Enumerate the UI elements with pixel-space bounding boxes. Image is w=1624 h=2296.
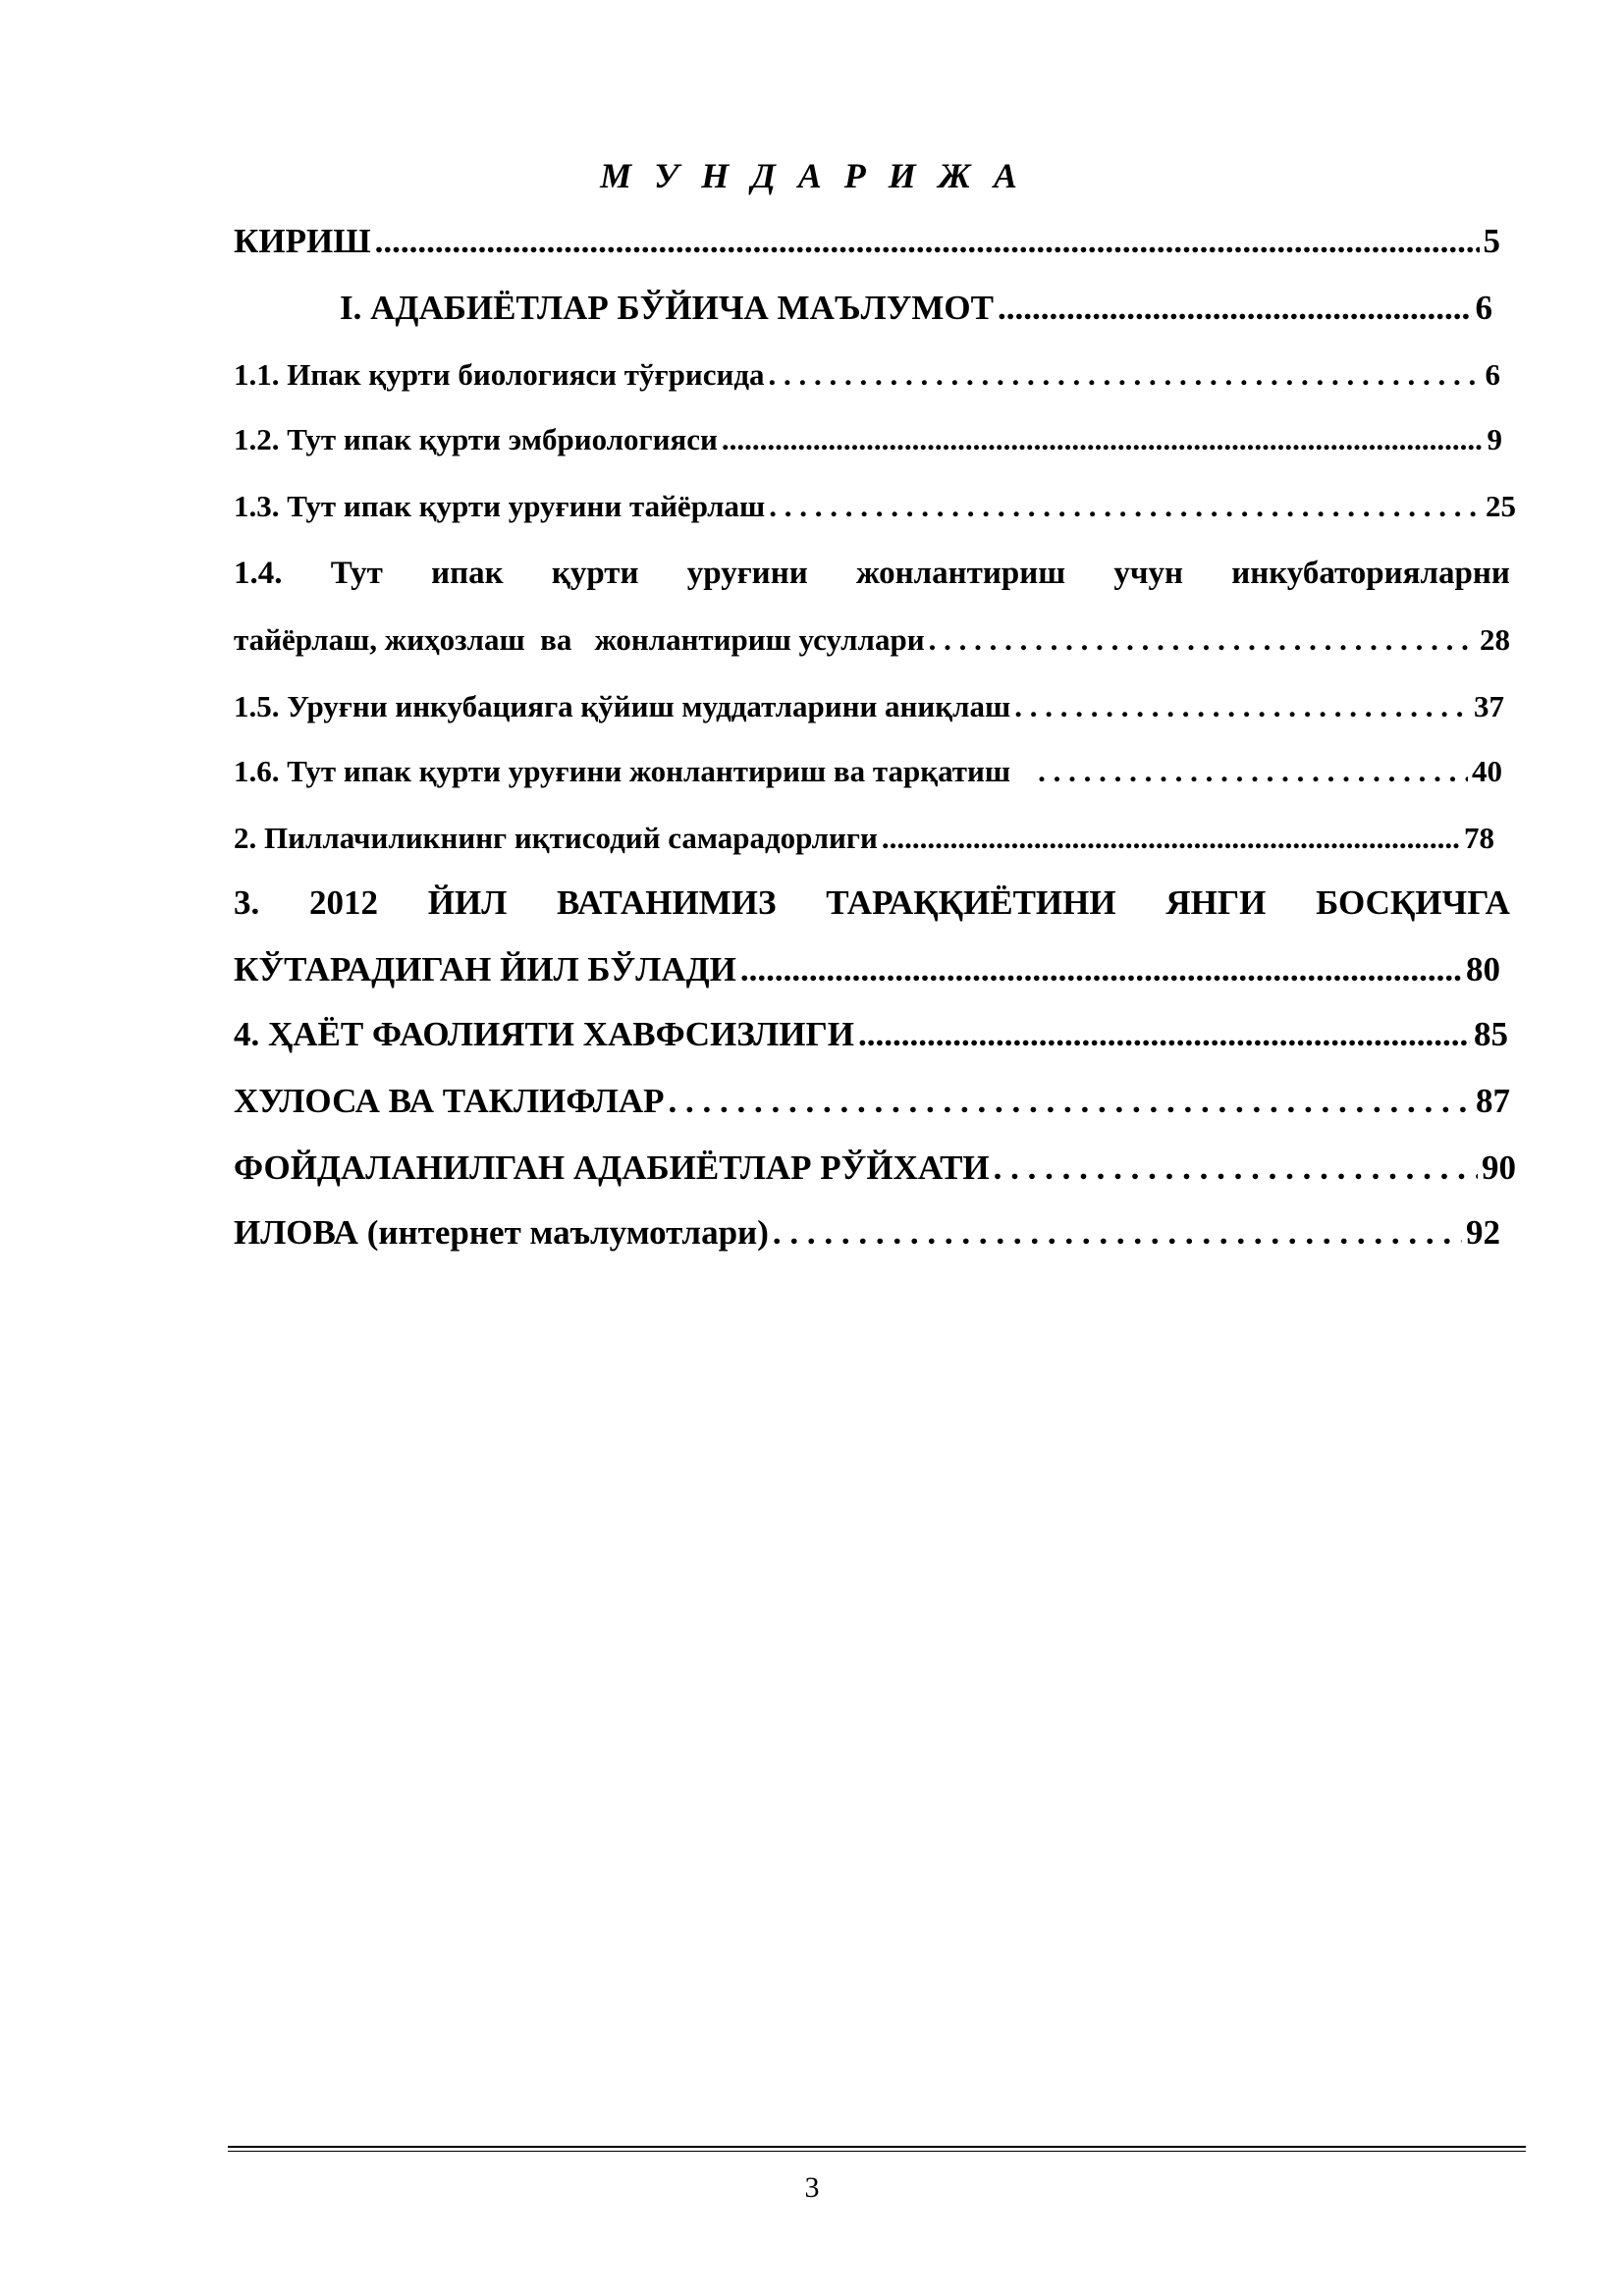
- toc-entry-text: 1.5. Уруғни инкубацияга қўйиш муддатларини аниқлаш: [234, 689, 1011, 723]
- toc-entry-text: I. АДАБИЁТЛАР БЎЙИЧА МАЪЛУМОТ: [340, 289, 994, 327]
- toc-entry-text: 1.1. Ипак қурти биологияси тўғрисида: [234, 357, 765, 392]
- dot-leader: [722, 422, 1484, 457]
- toc-entry-chapter-4: [234, 1015, 1508, 1054]
- toc-entry-1-3: [234, 489, 1516, 524]
- toc-entry-page: 78: [1464, 821, 1494, 855]
- toc-entry-page: 28: [1480, 622, 1510, 657]
- toc-entry-text: КИРИШ: [234, 222, 371, 260]
- toc-entry-appendix: [234, 1213, 1500, 1253]
- dot-leader: [929, 622, 1476, 658]
- toc-entry-page: 6: [1485, 357, 1500, 392]
- toc-entry-chapter-1: [340, 289, 1492, 328]
- toc-word: БОСҚИЧГА: [1316, 883, 1510, 922]
- toc-entry-text: 4. ҲАЁТ ФАОЛИЯТИ ХАВФСИЗЛИГИ: [234, 1015, 854, 1053]
- dot-leader: [740, 950, 1462, 989]
- toc-entry-text: 1.6. Тут ипак қурти уруғини жонлантириш ва тарқатиш: [234, 754, 1011, 788]
- dot-leader: [1014, 689, 1470, 724]
- toc-entry-1-2: [234, 422, 1502, 457]
- toc-word: 3.: [234, 883, 260, 922]
- toc-entry-page: 25: [1486, 489, 1516, 523]
- toc-word: инкубаторияларни: [1231, 556, 1510, 591]
- toc-entry-page: 92: [1466, 1213, 1500, 1252]
- dot-leader: [375, 222, 1480, 261]
- toc-entry-page: 80: [1466, 950, 1500, 988]
- toc-entry-page: 40: [1472, 754, 1502, 788]
- dot-leader: [1038, 754, 1468, 789]
- toc-entry-text: тайёрлаш, жиҳозлаш ва жонлантириш усуллари: [234, 622, 925, 657]
- toc-entry-1-6: [234, 754, 1502, 789]
- toc-entry-introduction: [234, 222, 1500, 261]
- page-number: 3: [804, 2171, 820, 2204]
- toc-entry-page: 6: [1475, 289, 1492, 327]
- toc-entry-1-5: [234, 689, 1504, 724]
- toc-entry-page: 37: [1474, 689, 1504, 723]
- toc-word: ТАРАҚҚИЁТИНИ: [826, 883, 1116, 922]
- toc-entry-page: 9: [1487, 422, 1502, 456]
- toc-entry-page: 90: [1482, 1148, 1516, 1187]
- toc-entry-text: 2. Пиллачиликнинг иқтисодий самарадорлиги: [234, 821, 878, 855]
- toc-word: 2012: [309, 883, 378, 922]
- dot-leader: [769, 357, 1482, 393]
- toc-entry-chapter-3-line-1: [234, 883, 1510, 923]
- toc-word: қурти: [551, 556, 639, 591]
- toc-entry-text: КЎТАРАДИГАН ЙИЛ БЎЛАДИ: [234, 950, 736, 988]
- toc-word: ЯНГИ: [1165, 883, 1267, 922]
- dot-leader: [669, 1082, 1472, 1121]
- toc-entry-text: 1.3. Тут ипак қурти уруғини тайёрлаш: [234, 489, 766, 523]
- toc-entry-conclusions: [234, 1082, 1510, 1121]
- toc-entry-chapter-3-line-2: [234, 950, 1500, 989]
- toc-entry-1-4-line-2: [234, 622, 1510, 658]
- toc-entry-page: 85: [1474, 1015, 1508, 1053]
- footer-divider: [228, 2146, 1526, 2148]
- toc-entry-page: 87: [1476, 1082, 1510, 1120]
- toc-word: ЙИЛ: [427, 883, 508, 922]
- toc-word: ипак: [431, 556, 504, 591]
- toc-title: М У Н Д А Р И Ж А: [600, 156, 1024, 195]
- toc-entry-chapter-2: [234, 821, 1494, 856]
- dot-leader: [773, 1213, 1462, 1253]
- footer-divider-secondary: [228, 2151, 1526, 2152]
- toc-word: уруғини: [686, 556, 808, 591]
- toc-word: жонлантириш: [855, 556, 1066, 591]
- toc-entry-text: ФОЙДАЛАНИЛГАН АДАБИЁТЛАР РЎЙХАТИ: [234, 1148, 990, 1187]
- dot-leader: [882, 821, 1460, 856]
- toc-entry-1-1: [234, 357, 1500, 393]
- dot-leader: [769, 489, 1482, 524]
- toc-entry-page: 5: [1483, 222, 1500, 260]
- dot-leader: [994, 1148, 1478, 1188]
- toc-word: учун: [1113, 556, 1183, 591]
- toc-word: ВАТАНИМИЗ: [557, 883, 777, 922]
- toc-entry-text: ИЛОВА (интернет маълумотлари): [234, 1213, 769, 1252]
- toc-entry-references: [234, 1148, 1516, 1188]
- toc-entry-text: ХУЛОСА ВА ТАКЛИФЛАР: [234, 1082, 665, 1120]
- toc-word: 1.4.: [234, 556, 283, 591]
- toc-word: Тут: [330, 556, 383, 591]
- toc-entry-1-4-line-1: [234, 556, 1510, 592]
- dot-leader: [858, 1015, 1470, 1054]
- toc-entry-text: 1.2. Тут ипак қурти эмбриологияси: [234, 422, 718, 456]
- dot-leader: [998, 289, 1472, 328]
